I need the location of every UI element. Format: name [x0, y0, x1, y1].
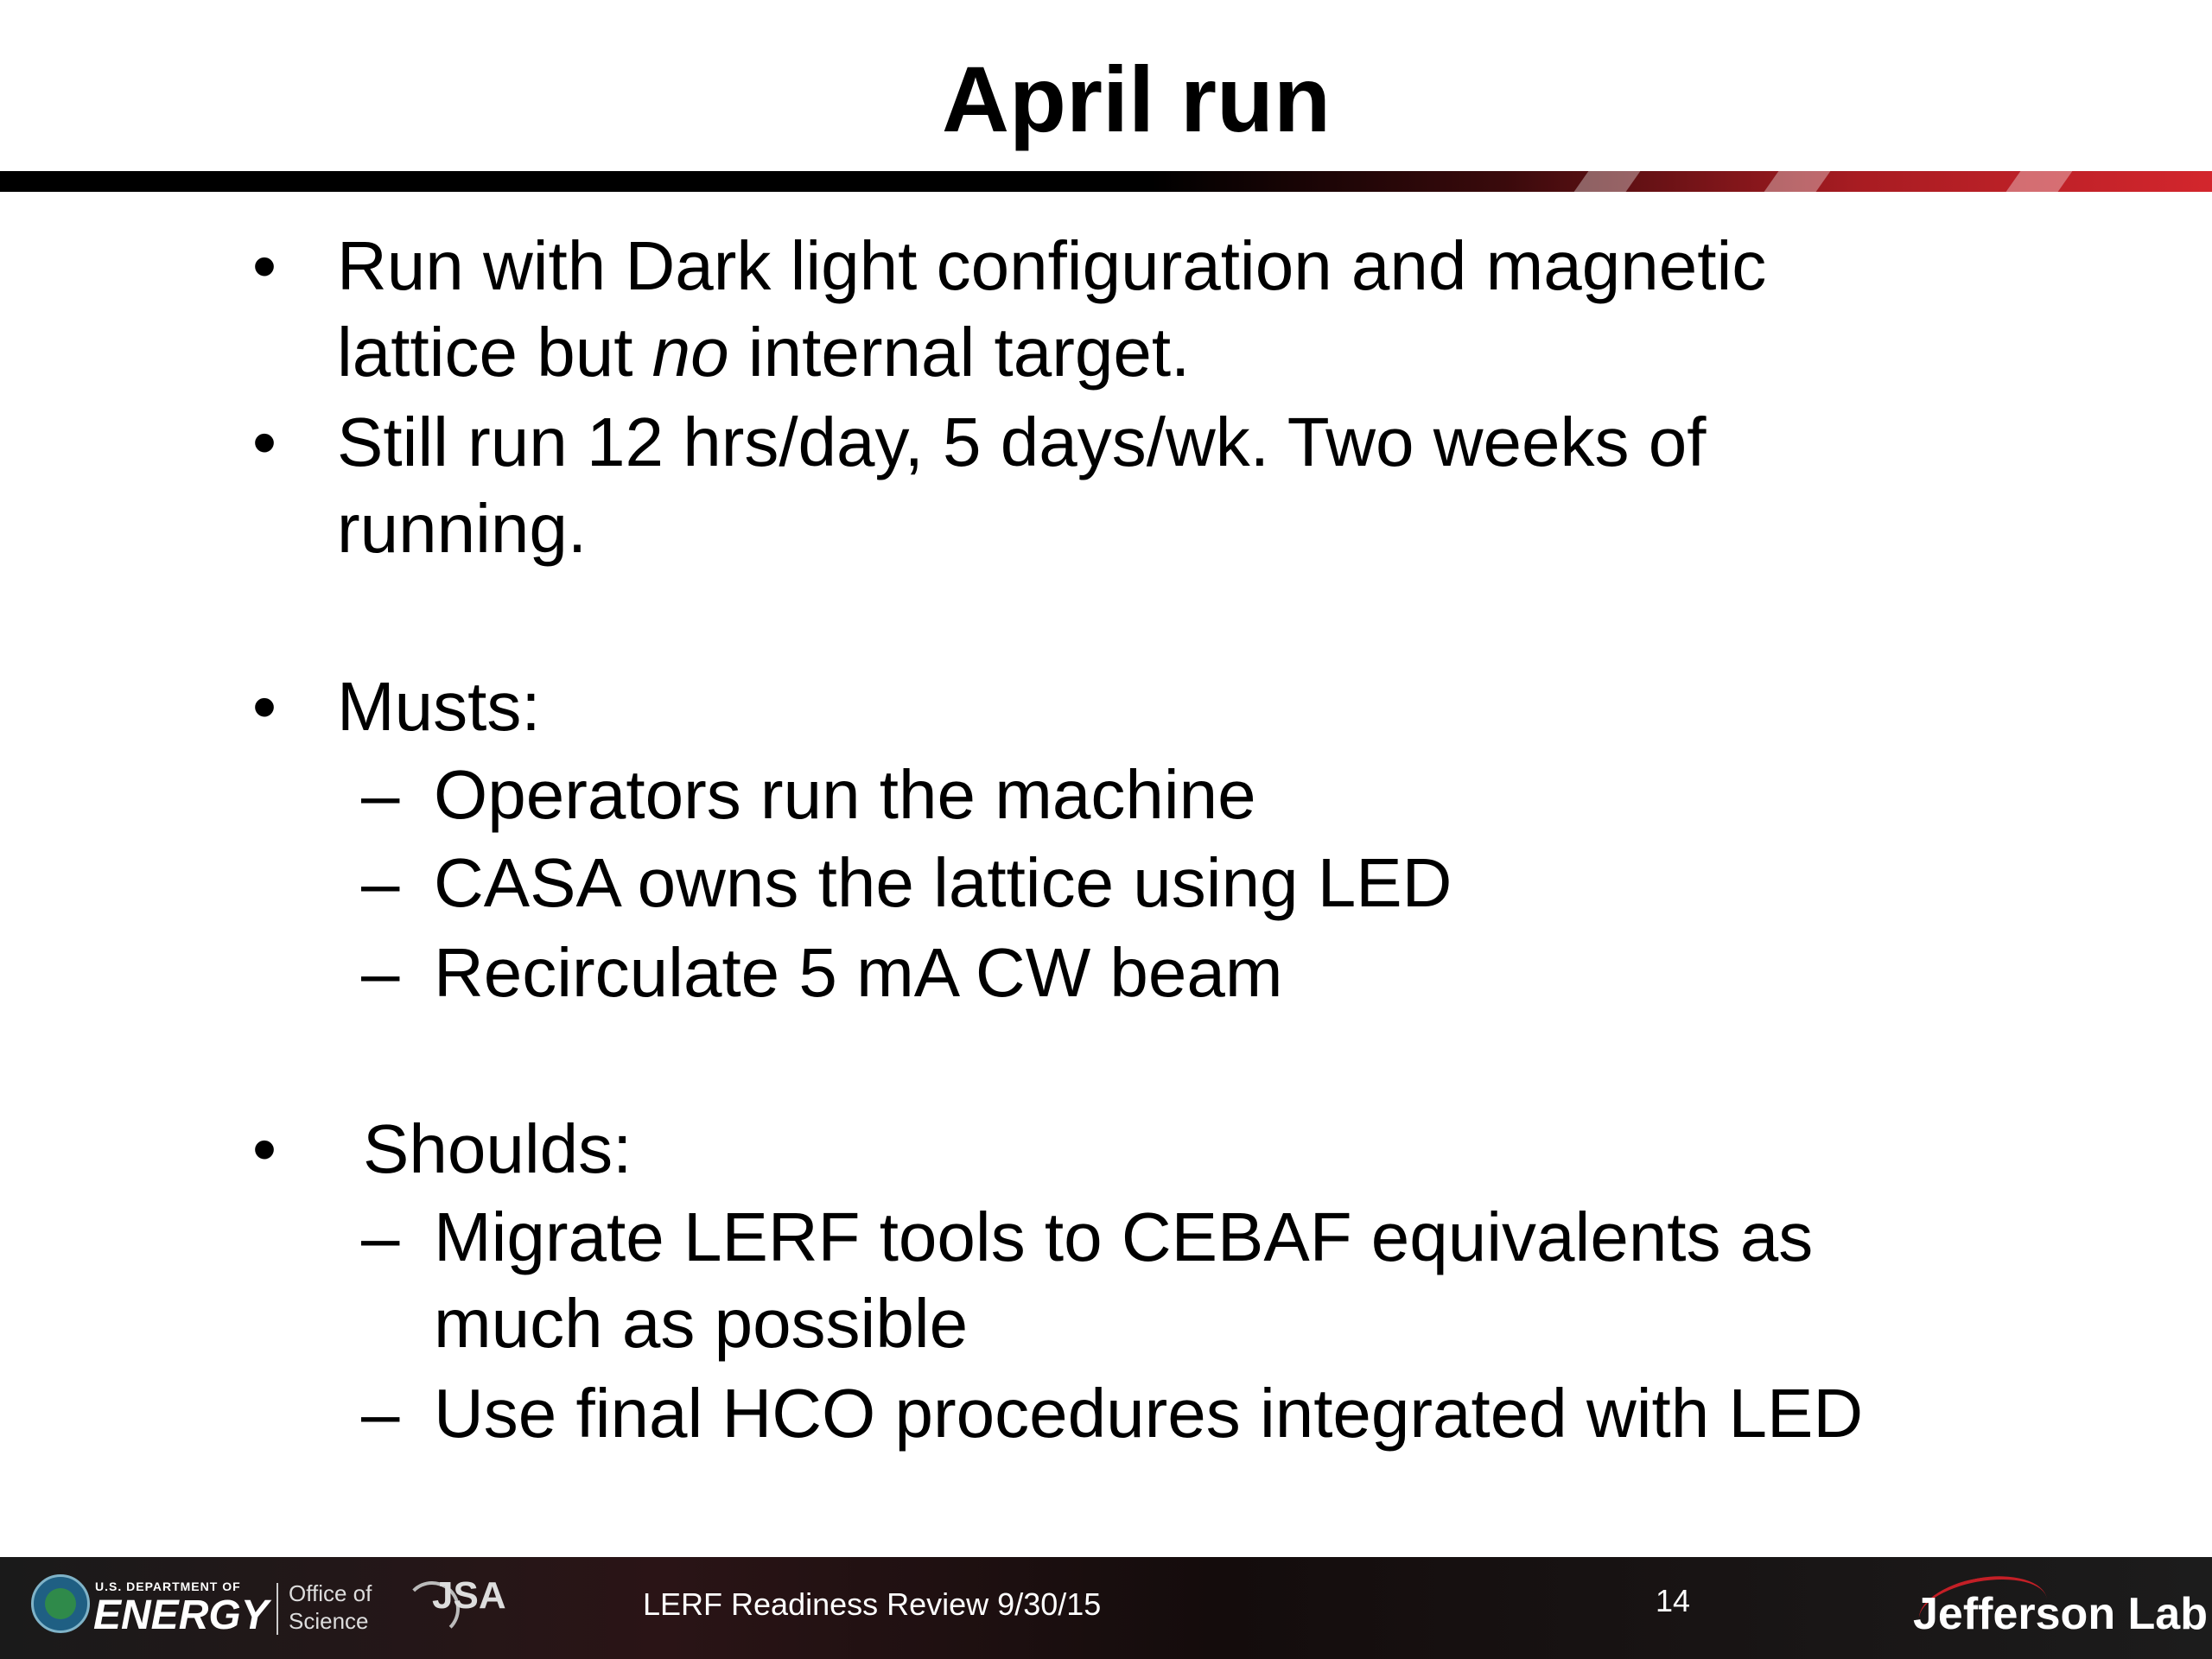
shoulds-item-1: Migrate LERF tools to CEBAF equivalents as — [434, 1198, 1814, 1275]
musts-item-1: Operators run the machine — [434, 756, 1256, 833]
shoulds-item-1-cont: much as possible — [434, 1285, 969, 1362]
jefferson-lab-logo: Jefferson Lab — [1913, 1589, 2208, 1639]
bullet: • — [252, 227, 277, 304]
doe-seal-center — [45, 1588, 76, 1619]
bullet: • — [252, 668, 277, 745]
bullet-2-line-2: running. — [337, 490, 588, 567]
musts-heading: Musts: — [337, 668, 541, 745]
jsa-logo: JSA — [432, 1574, 506, 1617]
office-of-science: Office of Science — [289, 1580, 372, 1634]
musts-item-2: CASA owns the lattice using LED — [434, 844, 1452, 921]
shoulds-item-2: Use final HCO procedures integrated with LED — [434, 1375, 1864, 1452]
page-number: 14 — [1656, 1583, 1691, 1618]
bullet: • — [252, 404, 277, 480]
dash: – — [361, 1198, 400, 1275]
musts-item-3: Recirculate 5 mA CW beam — [434, 934, 1283, 1011]
logo-separator — [276, 1583, 278, 1635]
doe-logo-small-text: U.S. DEPARTMENT OF — [95, 1580, 241, 1593]
shoulds-heading: Shoulds: — [363, 1110, 632, 1187]
bullet: • — [252, 1110, 277, 1187]
dash: – — [361, 844, 400, 921]
bullet-1-line-1: Run with Dark light configuration and magnetic — [337, 227, 1767, 304]
dash: – — [361, 1375, 400, 1452]
doe-logo-text: ENERGY — [93, 1592, 269, 1638]
bullet-2-line-1: Still run 12 hrs/day, 5 days/wk. Two weeks of — [337, 404, 1707, 480]
title-divider — [0, 171, 2212, 192]
slide-title: April run — [942, 47, 1331, 151]
emphasis-no: no — [652, 314, 729, 391]
bullet-1-line-2: lattice but no internal target. — [337, 314, 1191, 391]
footer-caption: LERF Readiness Review 9/30/15 — [643, 1586, 1102, 1622]
dash: – — [361, 934, 400, 1011]
dash: – — [361, 756, 400, 833]
